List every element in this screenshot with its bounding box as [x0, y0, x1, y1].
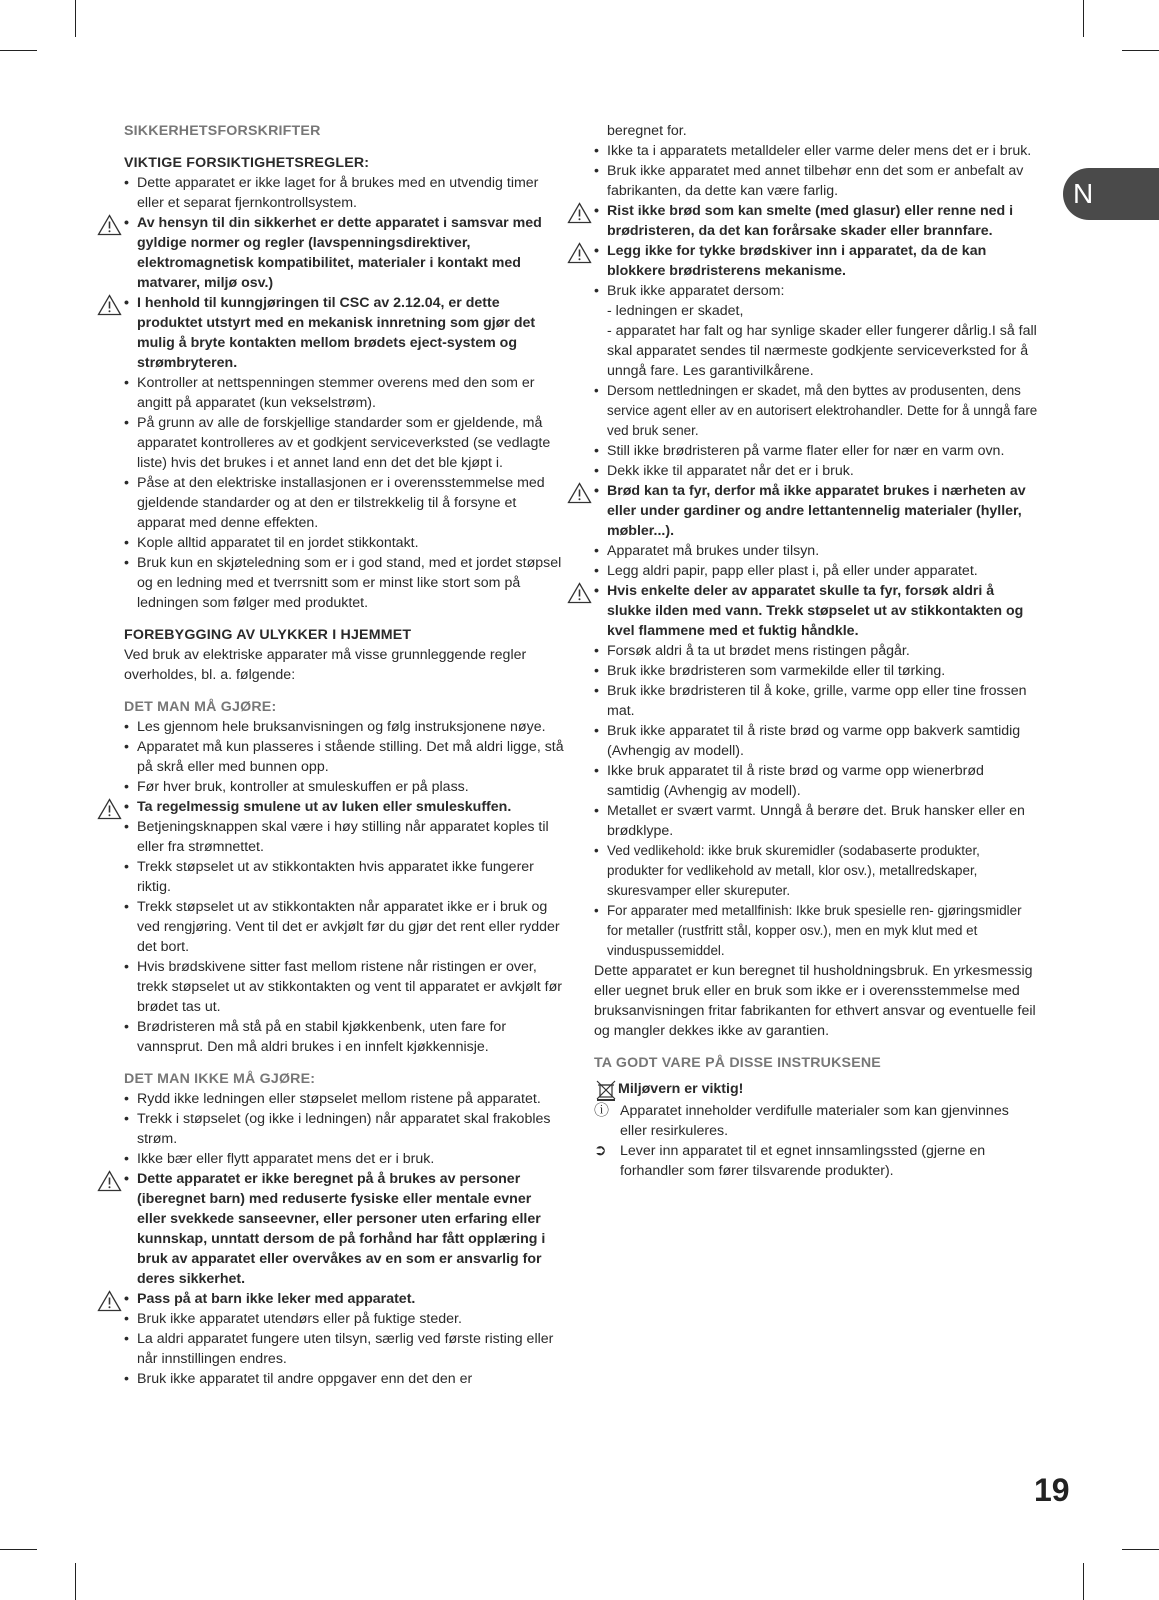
section-title: SIKKERHETSFORSKRIFTER — [124, 123, 321, 139]
list-item: • Hvis enkelte deler av apparatet skulle ta fyr, forsøk aldri å slukke ilden med vann. Trekk støpselet ut av stikkontakten og kvel flammene med et fuktig håndkle. — [594, 581, 1039, 641]
list-item: • Hvis brødskivene sitter fast mellom ristene når ristingen er over, trekk støpselet ut av stikkontakten og vent til apparatet er avkjølt før brødet tas ut. — [124, 959, 563, 1015]
crop-mark — [1122, 1549, 1159, 1550]
left-column — [124, 121, 564, 1389]
crop-mark — [0, 1549, 37, 1550]
list-item: • Av hensyn til din sikkerhet er dette apparatet i samsvar med gyldige normer og regler (lavspenningsdirektiver, elektromagnetisk kompatibilitet, materialer i kontakt med matvarer, miljø osv.) — [124, 213, 564, 293]
warning-icon — [97, 214, 122, 236]
list-item: • Bruk ikke apparatet til å riste brød og varme opp bakverk samtidig (Avhengig av modell). — [594, 723, 1021, 759]
prevention-text: Ved bruk av elektriske apparater må visse grunnleggende regler overholdes, bl. a. følgende: — [124, 647, 527, 683]
env-note-item: ⓘ Apparatet inneholder verdifulle materialer som kan gjenvinnes eller resirkuleres. — [594, 1102, 1009, 1139]
list-item: • Ikke bær eller flytt apparatet mens det er i bruk. — [124, 1151, 435, 1167]
crop-mark — [1083, 0, 1084, 37]
important-heading: VIKTIGE FORSIKTIGHETSREGLER: — [124, 155, 370, 171]
dont-heading: DET MAN IKKE MÅ GJØRE: — [124, 1071, 316, 1087]
list-item: • Kontroller at nettspenningen stemmer overens med den som er angitt på apparatet (kun vekselstrøm). — [124, 375, 535, 411]
list-item: • Bruk ikke brødristeren som varmekilde eller til tørking. — [594, 663, 946, 679]
list-item: • Betjeningsknappen skal være i høy stilling når apparatet koples til eller fra strømnettet. — [124, 819, 549, 855]
list-item: • Ikke ta i apparatets metalldeler eller varme deler mens det er i bruk. — [594, 143, 1032, 159]
page-number: 19 — [1034, 1472, 1070, 1508]
list-item: • Rydd ikke ledningen eller støpselet mellom ristene på apparatet. — [124, 1091, 541, 1107]
list-item: • Ikke bruk apparatet til å riste brød og varme opp wienerbrød samtidig (Avhengig av modell). — [594, 763, 984, 799]
list-item: • Dekk ikke til apparatet når det er i bruk. — [594, 463, 854, 479]
warning-icon — [567, 582, 592, 604]
warning-icon — [567, 202, 592, 224]
crop-mark — [75, 1563, 76, 1600]
prevention-heading: FOREBYGGING AV ULYKKER I HJEMMET — [124, 627, 412, 643]
list-item: • For apparater med metallfinish: Ikke bruk spesielle ren- gjøringsmidler for metaller (rustfritt stål, kopper osv.), men en myk klut med et vinduspussemiddel. — [594, 903, 1022, 958]
list-item: • På grunn av alle de forskjellige standarder som er gjeldende, må apparatet kontrolleres av et godkjent serviceverksted (se vedlagte liste) hvis det brukes i et annet land enn det det ble kjøpt i. — [124, 415, 551, 471]
warning-icon — [567, 482, 592, 504]
list-item: • La aldri apparatet fungere uten tilsyn, særlig ved første risting eller når innstillingen endres. — [124, 1331, 554, 1367]
list-item: • Kople alltid apparatet til en jordet stikkontakt. — [124, 535, 419, 551]
right-column — [594, 121, 1039, 1181]
list-item: • Legg ikke for tykke brødskiver inn i apparatet, da de kan blokkere brødristerens mekanisme. — [594, 241, 1039, 281]
list-item: • Les gjennom hele bruksanvisningen og følg instruksjonene nøye. — [124, 719, 546, 735]
list-item: • Brødristeren må stå på en stabil kjøkkenbenk, uten fare for vannsprut. Den må aldri brukes i en innfelt kjøkkennisje. — [124, 1019, 507, 1055]
list-item: • Apparatet må brukes under tilsyn. — [594, 543, 820, 559]
list-item-continuation: beregnet for. — [607, 123, 687, 139]
do-heading: DET MAN MÅ GJØRE: — [124, 699, 277, 715]
language-tab — [1063, 168, 1159, 220]
list-item: • Bruk ikke apparatet til andre oppgaver enn det den er — [124, 1371, 473, 1387]
warning-icon — [567, 242, 592, 264]
list-item: • Bruk ikke apparatet utendørs eller på fuktige steder. — [124, 1311, 462, 1327]
crop-mark — [1083, 1563, 1084, 1600]
sub-item: - ledningen er skadet, — [607, 303, 744, 319]
list-item: • Før hver bruk, kontroller at smuleskuffen er på plass. — [124, 779, 469, 795]
list-item: • Ved vedlikehold: ikke bruk skuremidler (sodabaserte produkter, produkter for vedlikehold av metall, klor osv.), metallredskaper, skuresvamper eller skureputer. — [594, 843, 980, 898]
list-item: • Bruk ikke brødristeren til å koke, grille, varme opp eller tine frossen mat. — [594, 683, 1027, 719]
warning-icon — [97, 1290, 122, 1312]
list-item: • Forsøk aldri å ta ut brødet mens ristingen pågår. — [594, 643, 910, 659]
warning-icon — [97, 294, 122, 316]
list-item: • Pass på at barn ikke leker med apparatet. — [124, 1289, 564, 1309]
recycle-bin-icon — [594, 1079, 618, 1101]
list-item: • Apparatet må kun plasseres i stående stilling. Det må aldri ligge, stå på skrå eller med bunnen opp. — [124, 739, 564, 775]
list-item: • Ta regelmessig smulene ut av luken eller smuleskuffen. — [124, 797, 564, 817]
list-item: • Bruk ikke apparatet dersom: — [594, 283, 785, 299]
info-icon: ⓘ — [594, 1102, 610, 1119]
environment-title: Miljøvern er viktig! — [594, 1079, 1039, 1101]
list-item: • Bruk kun en skjøteledning som er i god stand, med et jordet støpsel og en ledning med et tverrsnitt som er minst like stort som på ledningen som følger med produktet. — [124, 555, 562, 611]
warning-icon — [97, 1170, 122, 1192]
list-item: • Dette apparatet er ikke laget for å brukes med en utvendig timer eller et separat fjernkontrollsystem. — [124, 175, 539, 211]
household-text: Dette apparatet er kun beregnet til husholdningsbruk. En yrkesmessig eller uegnet bruk eller en bruk som ikke er i overensstemmelse med bruksanvisningen fritar fabrikanten for ethvert ansvar og eventuelle feil og mangler dekkes ikke av garantien. — [594, 963, 1036, 1039]
keep-instructions-heading: TA GODT VARE PÅ DISSE INSTRUKSENE — [594, 1055, 881, 1071]
list-item: • Trekk i støpselet (og ikke i ledningen) når apparatet skal frakobles strøm. — [124, 1111, 551, 1147]
sub-item: - apparatet har falt og har synlige skader eller fungerer dårlig.I så fall skal apparatet sendes til nærmeste godkjente serviceverksted for å unngå fare. Les garantivilkårene. — [607, 323, 1037, 379]
list-item: • Brød kan ta fyr, derfor må ikke apparatet brukes i nærheten av eller under gardiner og andre lettantennelig materialer (hyller, møbler...). — [594, 481, 1039, 541]
list-item: • I henhold til kunngjøringen til CSC av 2.12.04, er dette produktet utstyrt med en mekanisk innretning som gjør det mulig å bryte kontakten mellom brødets eject-system og strømbryteren. — [124, 293, 564, 373]
list-item: • Påse at den elektriske installasjonen er i overensstemmelse med gjeldende standarder og at den er tilstrekkelig til å forsyne et apparat med denne effekten. — [124, 475, 545, 531]
list-item: • Still ikke brødristeren på varme flater eller for nær en varm ovn. — [594, 443, 1005, 459]
language-tab-label: N — [1073, 178, 1094, 209]
arrow-icon: ➲ — [594, 1142, 607, 1159]
crop-mark — [1122, 50, 1159, 51]
list-item: • Rist ikke brød som kan smelte (med glasur) eller renne ned i brødristeren, da det kan forårsake skader eller brannfare. — [594, 201, 1039, 241]
list-item: • Dette apparatet er ikke beregnet på å brukes av personer (iberegnet barn) med reduserte fysiske eller mentale evner eller svekkede sanseevner, eller personer uten erfaring eller kunnskap, unntatt dersom de på forhånd har fått opplæring i bruk av apparatet eller overvåkes av en som er ansvarlig for deres sikkerhet. — [124, 1169, 564, 1289]
warning-icon — [97, 798, 122, 820]
env-note-item: ➲ Lever inn apparatet til et egnet innsamlingssted (gjerne en forhandler som fører tilsvarende produkter). — [594, 1142, 986, 1179]
crop-mark — [0, 50, 37, 51]
list-item: • Legg aldri papir, papp eller plast i, på eller under apparatet. — [594, 563, 978, 579]
list-item: • Dersom nettledningen er skadet, må den byttes av produsenten, dens service agent eller av en autorisert elektrohandler. Dette for å unngå fare ved bruk sener. — [594, 383, 1038, 438]
list-item: • Trekk støpselet ut av stikkontakten når apparatet ikke er i bruk og ved rengjøring. Vent til det er avkjølt før du gjør det rent eller rydder det bort. — [124, 899, 560, 955]
list-item: • Metallet er svært varmt. Unngå å berøre det. Bruk hansker eller en brødklype. — [594, 803, 1025, 839]
crop-mark — [75, 0, 76, 37]
list-item: • Trekk støpselet ut av stikkontakten hvis apparatet ikke fungerer riktig. — [124, 859, 534, 895]
list-item: • Bruk ikke apparatet med annet tilbehør enn det som er anbefalt av fabrikanten, da dette kan være farlig. — [594, 163, 1024, 199]
